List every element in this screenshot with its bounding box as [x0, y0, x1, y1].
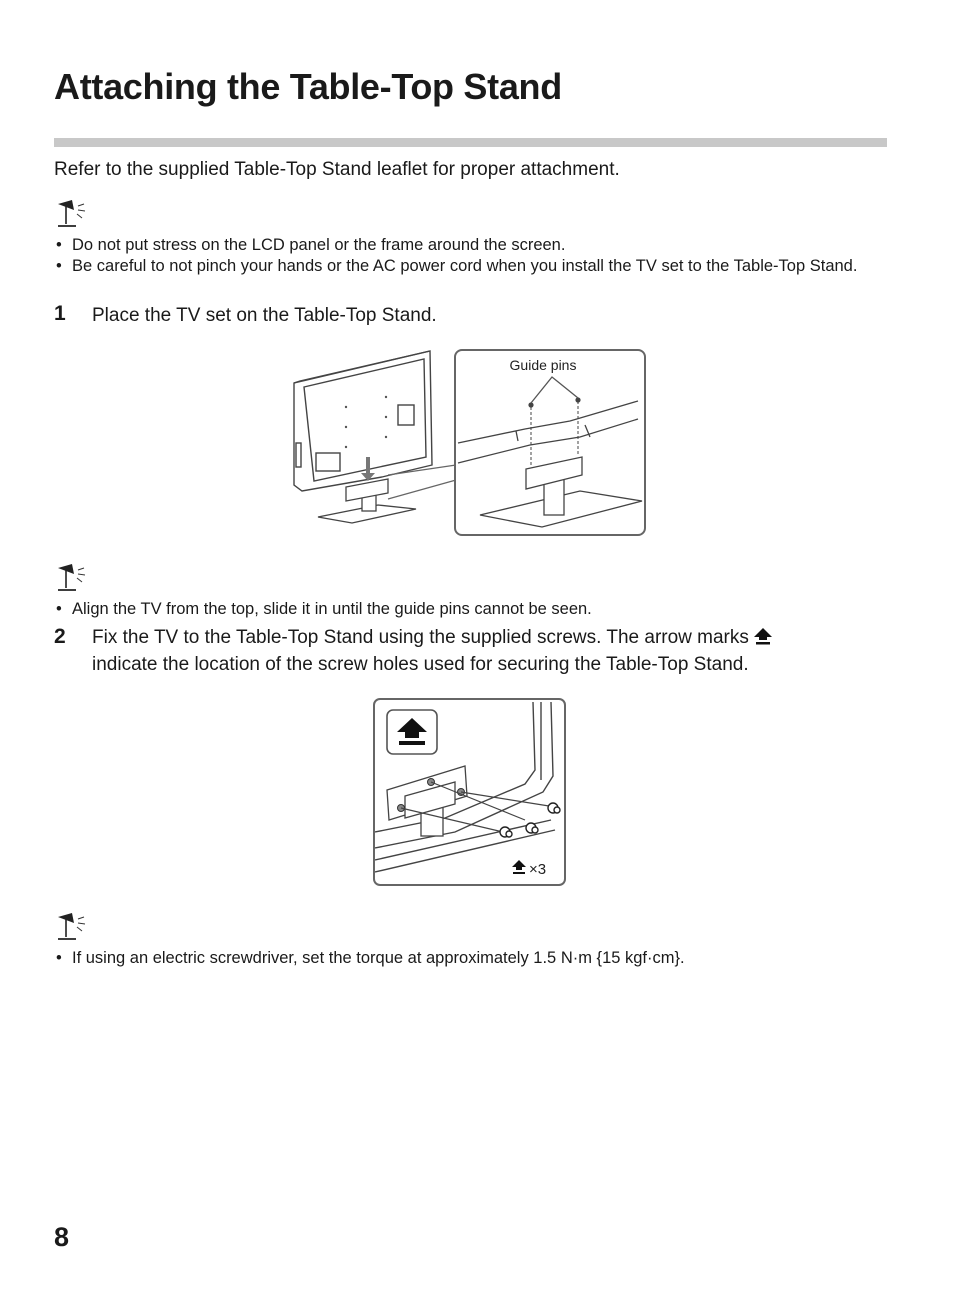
step-text-part: Fix the TV to the Table-Top Stand using the supplied screws. The arrow marks [92, 627, 749, 648]
tip-list-3 [54, 948, 894, 969]
step-text: Place the TV set on the Table-Top Stand. [92, 305, 437, 326]
title-divider [54, 138, 887, 147]
page-number: 8 [54, 1222, 70, 1252]
tip-lamp-icon [54, 911, 94, 943]
tip-item: • If using an electric screwdriver, set the torque at approximately 1.5 N·m {15 kgf·cm}. [54, 948, 894, 969]
tip-item: • Align the TV from the top, slide it in until the guide pins cannot be seen. [54, 599, 894, 620]
tip-item: • Be careful to not pinch your hands or the AC power cord when you install the TV set to the Table-Top Stand. [54, 256, 894, 277]
step-number: 2 [54, 625, 66, 648]
tip-lamp-icon [54, 198, 94, 230]
tip-lamp-icon [54, 562, 94, 594]
screw-fixing-illustration [373, 698, 566, 886]
up-arrow-mark-icon [753, 627, 773, 645]
step-text-part: indicate the location of the screw holes used for securing the Table-Top Stand. [92, 654, 749, 675]
step-number: 1 [54, 302, 66, 325]
tip-list-2 [54, 599, 894, 620]
tv-stand-placement-illustration [290, 345, 652, 540]
screw-count-label: ×3 [529, 861, 547, 878]
guide-pins-label: Guide pins [509, 357, 577, 373]
tip-list-1 [54, 235, 894, 277]
tip-item: • Do not put stress on the LCD panel or the frame around the screen. [54, 235, 894, 256]
step-text [92, 624, 892, 678]
intro-text: Refer to the supplied Table-Top Stand leaflet for proper attachment. [54, 159, 620, 180]
page-title: Attaching the Table-Top Stand [54, 66, 562, 107]
